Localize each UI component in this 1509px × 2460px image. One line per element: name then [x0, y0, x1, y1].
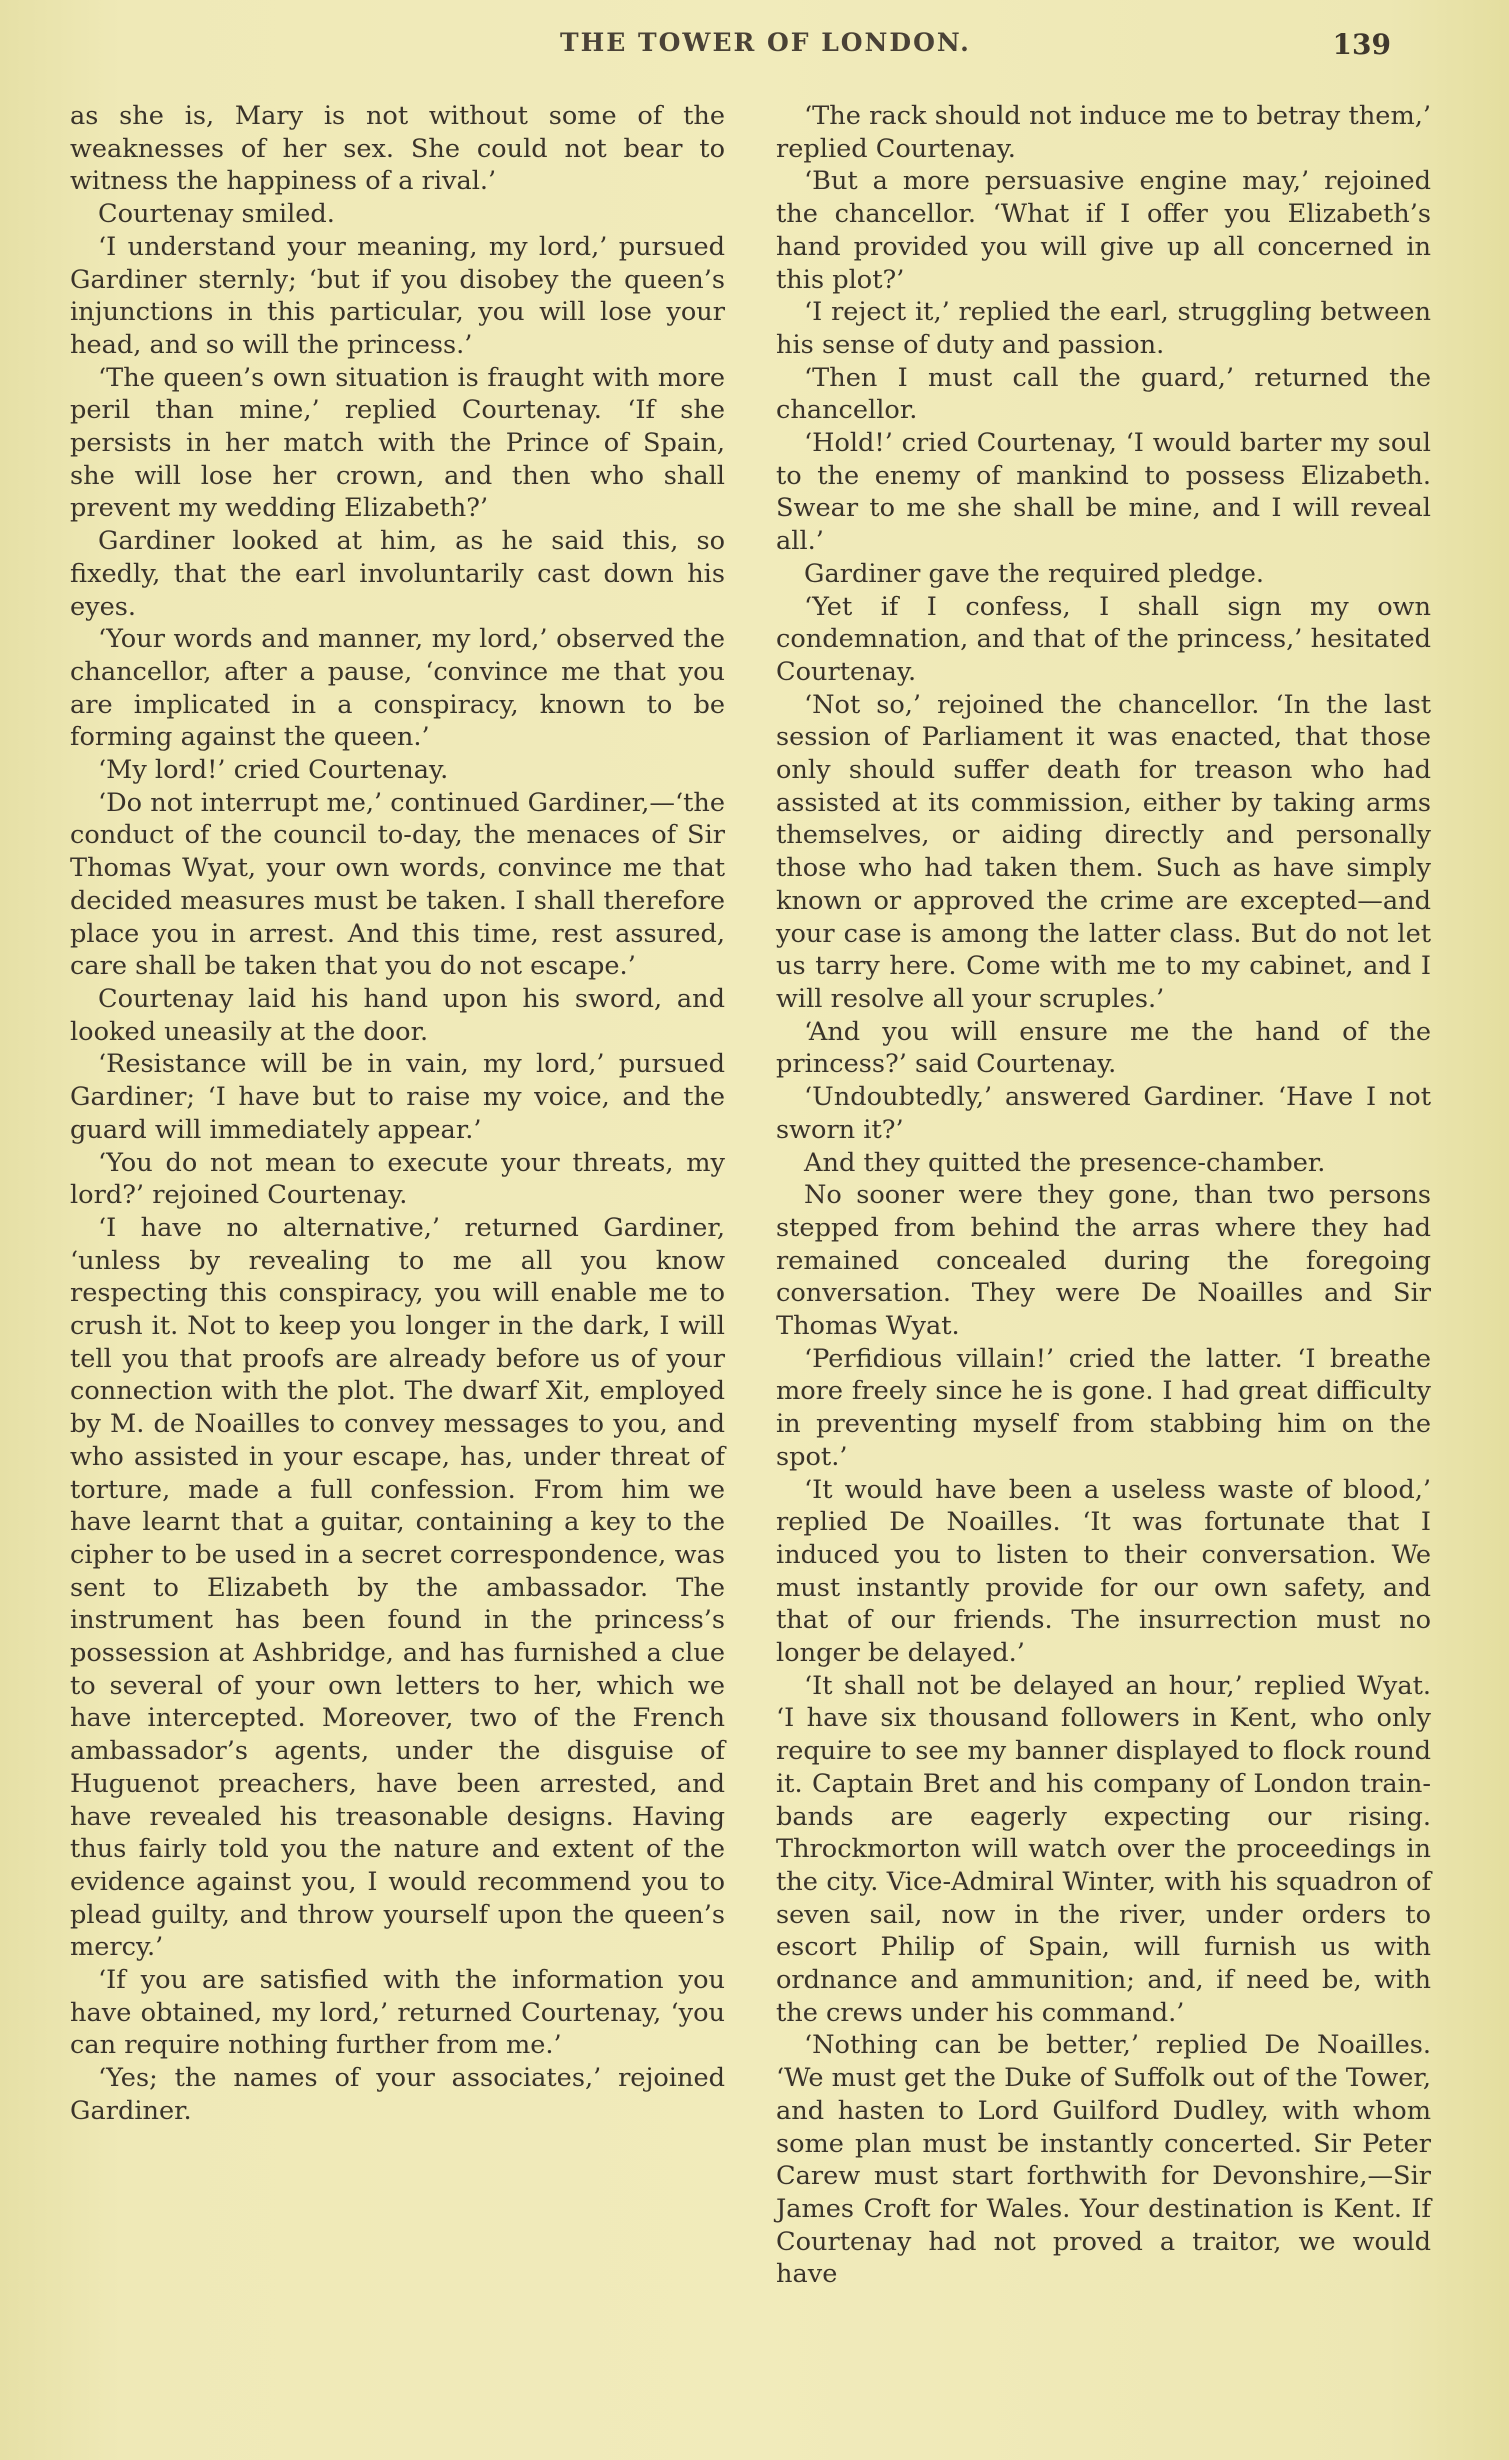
paragraph: ‘Yet if I confess, I shall sign my own condemnation, and that of the princess,’ hesitated Courtenay. — [776, 591, 1431, 687]
paragraph: ‘I have no alternative,’ returned Gardiner, ‘unless by revealing to me all you know respecting this conspiracy, you will enable me to crush it. Not to keep you longer in the dark, I will tell you that proofs are already before us of your connection with the plot. The dwarf Xit, employed by M. de Noailles to convey messages to you, and who assisted in your escape, has, under threat of torture, made a full confession. From him we have learnt that a guitar, containing a key to the cipher to be used in a secret correspondence, was sent to Elizabeth by the ambassador. The instrument has been found in the princess’s possession at Ashbridge, and has furnished a clue to several of your own letters to her, which we have intercepted. Moreover, two of the French ambassador’s agents, under the disguise of Huguenot preachers, have been arrested, and have revealed his treasonable designs. Having thus fairly told you the nature and extent of the evidence against you, I would recommend you to plead guilty, and throw yourself upon the queen’s mercy.’ — [70, 1212, 725, 1963]
paragraph: Gardiner looked at him, as he said this, so fixedly, that the earl involuntarily cast down his eyes. — [70, 526, 725, 622]
running-header — [0, 28, 1509, 68]
paragraph: as she is, Mary is not without some of the weaknesses of her sex. She could not bear to witness the happiness of a rival.’ — [70, 101, 725, 197]
paragraph: ‘It shall not be delayed an hour,’ replied Wyat. ‘I have six thousand followers in Kent, who only require to see my banner displayed to flock round it. Captain Bret and his company of London train-bands are eagerly expecting our rising. Throckmorton will watch over the proceedings in the city. Vice-Admiral Winter, with his squadron of seven sail, now in the river, under orders to escort Philip of Spain, will furnish us with ordnance and ammunition; and, if need be, with the crews under his command.’ — [776, 1670, 1431, 2028]
paragraph: ‘My lord!’ cried Courtenay. — [98, 755, 449, 786]
paragraph: No sooner were they gone, than two persons stepped from behind the arras where they had remained concealed during the foregoing conversation. They were De Noailles and Sir Thomas Wyat. — [776, 1180, 1431, 1342]
running-title: THE TOWER OF LONDON. — [560, 28, 971, 57]
paragraph: ‘Then I must call the guard,’ returned the chancellor. — [776, 362, 1431, 426]
paragraph: ‘I understand your meaning, my lord,’ pursued Gardiner sternly; ‘but if you disobey the queen’s injunctions in this particular, you will lose your head, and so will the princess.’ — [70, 231, 725, 360]
paragraph: ‘It would have been a useless waste of blood,’ replied De Noailles. ‘It was fortunate that I induced you to listen to their conversation. We must instantly provide for our own safety, and that of our friends. The insurrection must no longer be delayed.’ — [776, 1474, 1431, 1669]
paragraph: ‘If you are satisfied with the information you have obtained, my lord,’ returned Courtenay, ‘you can require nothing further from me.’ — [70, 1965, 725, 2061]
paragraph: Courtenay smiled. — [98, 199, 335, 230]
paragraph: ‘Perfidious villain!’ cried the latter. ‘I breathe more freely since he is gone. I had great difficulty in preventing myself from stabbing him on the spot.’ — [776, 1343, 1431, 1472]
paragraph: ‘The queen’s own situation is fraught with more peril than mine,’ replied Courtenay. ‘If she persists in her match with the Prince of Spain, she will lose her crown, and then who shall prevent my wedding Elizabeth?’ — [70, 362, 725, 524]
right-column — [776, 100, 1431, 2291]
left-column — [70, 100, 725, 2128]
paragraph: ‘You do not mean to execute your threats, my lord?’ rejoined Courtenay. — [70, 1147, 725, 1211]
paragraph: ‘Resistance will be in vain, my lord,’ pursued Gardiner; ‘I have but to raise my voice, and the guard will immediately appear.’ — [70, 1049, 725, 1145]
paragraph: ‘Undoubtedly,’ answered Gardiner. ‘Have I not sworn it?’ — [776, 1082, 1431, 1145]
paragraph: ‘Yes; the names of your associates,’ rejoined Gardiner. — [70, 2063, 725, 2126]
paragraph: Gardiner gave the required pledge. — [804, 558, 1265, 589]
paragraph: ‘Do not interrupt me,’ continued Gardiner,—‘the conduct of the council to-day, the menaces of Sir Thomas Wyat, your own words, convince me that decided measures must be taken. I shall therefore place you in arrest. And this time, rest assured, care shall be taken that you do not escape.’ — [70, 787, 725, 982]
paragraph: ‘Your words and manner, my lord,’ observed the chancellor, after a pause, ‘convince me that you are implicated in a conspiracy, known to be forming against the queen.’ — [70, 624, 725, 753]
paragraph: ‘I reject it,’ replied the earl, struggling between his sense of duty and passion. — [776, 297, 1431, 360]
paragraph: ‘Nothing can be better,’ replied De Noailles. ‘We must get the Duke of Suffolk out of the Tower, and hasten to Lord Guilford Dudley, with whom some plan must be instantly concerted. Sir Peter Carew must start forthwith for Devonshire,—Sir James Croft for Wales. Your destination is Kent. If Courtenay had not proved a traitor, we would have — [776, 2030, 1431, 2290]
paragraph: ‘But a more persuasive engine may,’ rejoined the chancellor. ‘What if I offer you Elizabeth’s hand provided you will give up all concerned in this plot?’ — [776, 166, 1431, 295]
paragraph: ‘Not so,’ rejoined the chancellor. ‘In the last session of Parliament it was enacted, that those only should suffer death for treason who had assisted at its commission, either by taking arms themselves, or aiding directly and personally those who had taken them. Such as have simply known or approved the crime are excepted—and your case is among the latter class. But do not let us tarry here. Come with me to my cabinet, and I will resolve all your scruples.’ — [776, 689, 1431, 1014]
paragraph: ‘Hold!’ cried Courtenay, ‘I would barter my soul to the enemy of mankind to possess Elizabeth. Swear to me she shall be mine, and I will reveal all.’ — [776, 428, 1431, 557]
paragraph: And they quitted the presence-chamber. — [804, 1147, 1326, 1178]
paragraph: ‘The rack should not induce me to betray them,’ replied Courtenay. — [776, 101, 1431, 164]
paragraph: ‘And you will ensure me the hand of the princess?’ said Courtenay. — [776, 1016, 1431, 1080]
paragraph: Courtenay laid his hand upon his sword, and looked uneasily at the door. — [70, 983, 725, 1047]
page-number: 139 — [1332, 28, 1391, 61]
